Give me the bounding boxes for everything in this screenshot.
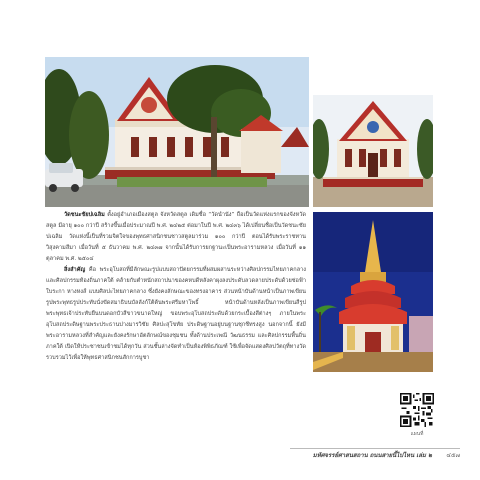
page-number: ๔๕๗ (446, 452, 460, 459)
pagoda-night-photo (313, 212, 433, 372)
temple-main-photo (45, 57, 309, 207)
history-text: ตั้งอยู่อำเภอเมืองสตูล จังหวัดสตูล เดิมชื่อ “วัดนำนัง” ถือเป็นวัดแห่งแรกของจังหวัดสตูล มีอายุ ๑๐๐ กว่าปี สร้างขึ้นเมื่อประมาณปี พ.ศ. ๒๔๒๕ ต่อมาในปี พ.ศ. ๒๔๓๖ ได้เปลี่ยนชื่อเป็นวัดชนะชัยปเฉลิม วัดแห่งนี้เป็นที่รวมจิตใจของพุทธศาสนิกชนชาวสตูลมาร่วม ๑๐๐ กว่าปี ตอนได้รับพระราชทานวิสุงคามสีมา เมื่อวันที่ ๕ ธันวาคม พ.ศ. ๒๔๓๗ จากนั้นได้รับการยกฐานะเป็นพระอารามหลวง เมื่อวันที่ ๑๑ ตุลาคม พ.ศ. ๒๕๐๔ (46, 212, 306, 262)
temple-name: วัดชนะชัยปเฉลิม (64, 212, 105, 218)
paragraph-highlights (46, 265, 306, 364)
highlights-text: คือ พระอุโบสถที่มีลักษณะรูปแบบสถาปัตยกรรมที่ผสมผสานระหว่างศิลปกรรมไทยภาคกลาง และศิลปกรรมท้องถิ่นภาคใต้ คล้ายกับตำหนักสถาปนาของคหบดีหลังคาผุงลงประดับลวดลายประดับด้วยช่อฟ้า ใบระกา หางหงส์ แบบศิลปะไทยภาคกลาง ซึ่งยังคงลักษณะของทรงอาคาร ส่วนหน้าบันด้านหน้าเป็นภาพเขียนรูปพระพุทธรูปประทับนั่งขัดสมาธิบนบัลลังก์ใต้ต้นพระศรีมหาโพธิ์ หน้าบันด้านหลังเป็นภาพเขียนสีรูปพระพุทธเจ้าประทับยืนบนดอกบัวสีขาวขนาดใหญ่ ขอบพระอุโบสถประดับด้วยกระเบื้องสีต่างๆ ภายในพระอุโบสถประดิษฐานพระประธานปางมารวิชัย ศิลปะสุโขทัย ประดิษฐานอยู่บนฐานชุกชีทรงสูง นอกจากนี้ ยังมีพระอารามหลวงที่สำคัญและยังคงรักษาอัตลักษณ์ของชุมชน ทั้งด้านประเพณี วัฒนธรรม และศิลปกรรมพื้นถิ่นภาคใต้ เปิดให้ประชาชนเข้าชมได้ทุกวัน ส่วนชั้นล่างจัดทำเป็นห้องพิพิธภัณฑ์ ใช้เพื่อจัดแสดงศิลปวัตถุที่ทางวัดรวบรวมไว้เพื่อให้พุทธศาสนิกชนสักการบูชา (46, 267, 306, 361)
qr-caption: แผนที่ (410, 431, 424, 437)
highlights-label: สิ่งสำคัญ (64, 267, 86, 273)
qr-code-icon[interactable] (400, 393, 434, 427)
article-body (46, 210, 306, 364)
footer-divider (290, 448, 460, 449)
paragraph-history (46, 210, 306, 265)
book-title: มหัศจรรย์ศาสนสถาน ถนนสายนี้ไปไหน เล่ม ๒ (312, 452, 432, 459)
page-footer (0, 448, 480, 462)
temple-front-photo (313, 95, 433, 207)
